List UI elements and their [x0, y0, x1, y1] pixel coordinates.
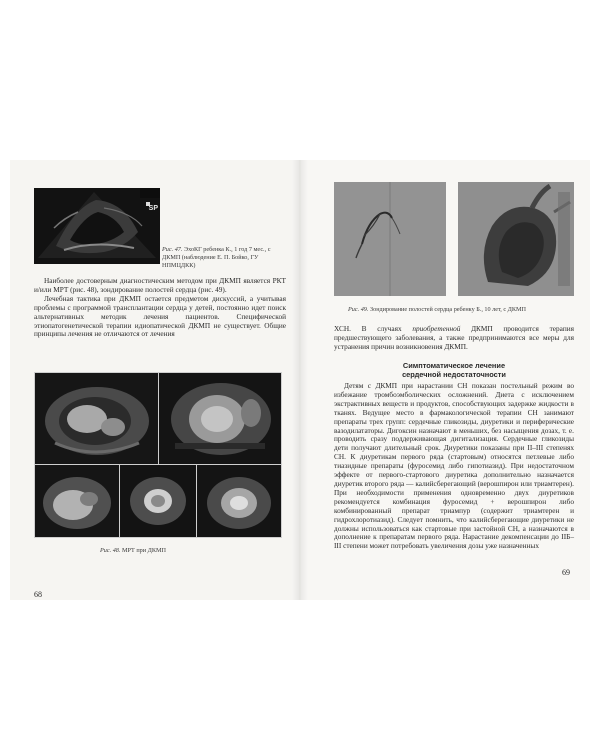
emphasis: приобретенной — [412, 324, 461, 333]
mri-image-3 — [35, 465, 119, 537]
mri-image-2 — [159, 373, 281, 464]
intro-start: ХСН. В случаях — [334, 324, 413, 333]
mri-image-1 — [35, 373, 158, 464]
figure-label: Рис. 47. — [162, 246, 183, 253]
book-spread — [10, 160, 590, 600]
figure-label: Рис. 49. — [348, 306, 369, 313]
right-body-text — [334, 382, 574, 551]
echocardiogram-image — [34, 188, 160, 264]
intro-rest: ДКМП проводится терапия предшествующего заболевания, а также предпринимаются все меры для устранения причин возникновения ДКМП. — [334, 324, 574, 351]
angiography-image-2 — [458, 182, 574, 296]
figure-caption-text: Зондирование полостей сердца ребенку Б., 10 лет, с ДКМП — [370, 306, 526, 313]
paragraph: Детям с ДКМП при нарастании СН показан постельный режим во избежание тромбоэмболических осложнений. Диета с исключением экстрактивных веществ и продуктов, способствующих задержке жидкости в тканях. Ведущее место в фармакологической терапии СН занимают препараты трех групп: сердечные гликозиды, диуретики и периферические вазодилататоры. Дигоксин назначают в меньших, без насыщения дозах, т. е. проводить сразу поддерживающая дигитализация. Сердечные гликозиды дети получают длительный срок. Диуретики показаны при II–III степенях СН. К диуретикам первого ряда (стартовым) относятся петлевые либо тиазидные препараты (фуросемид либо гипотиазид). При недостаточном эффекте от первого-стартового диуретика дополнительно назначается диуретик второго ряда — калийсберегающий (верошпирон или триамтерен). При необходимости применения одновременно двух диуретиков рекомендуется комбинация фуросемид + верошпирон либо комбинированный препарат триампур (содержит триамтерен и гидрохлоротиазид). Следует помнить, что калийсберегающие диуретики не должны использоваться как стартовые при застойной СН, а назначаются в дополнение к препаратам первого ряда. Нарастание декомпенсации до IIБ–III степени может потребовать увеличения дозы уже назначенных — [334, 381, 574, 551]
figure-48-caption — [100, 547, 250, 555]
figure-caption-text: ЭхоКГ ребенка К., 1 год 7 мес., с ДКМП (наблюдение Е. П. Бойко, ГУ НПМЦДКК) — [162, 246, 271, 269]
book-gutter — [292, 160, 308, 600]
figure-49-caption — [348, 306, 578, 314]
figure-47-caption — [162, 246, 290, 270]
mri-image-4 — [120, 465, 196, 537]
heading-line-1: Симптоматическое лечение — [402, 361, 506, 370]
mri-figure — [34, 372, 282, 538]
section-heading — [334, 361, 574, 379]
heading-line-2: сердечной недостаточности — [402, 370, 506, 379]
page-number: 69 — [562, 568, 570, 577]
figure-label: Рис. 48. — [100, 547, 121, 554]
paragraph: Наиболее достоверным диагностическим методом при ДКМП является РКТ и/или МРТ (рис. 48), зондирование полостей сердца (рис. 49). — [34, 276, 286, 294]
paragraph — [334, 325, 574, 352]
figure-caption-text: МРТ при ДКМП — [122, 547, 166, 554]
image-overlay-label: SP — [148, 205, 158, 212]
left-page — [10, 160, 300, 600]
paragraph: Лечебная тактика при ДКМП остается предметом дискуссий, а учитывая проблемы с программой трансплантации сердца у детей, постоянно идет поиск альтернативных методик лечения пациентов. Специфической этиопатогенетической терапии идиопатической ДКМП не существует. Общие принципы лечения не отличаются от лечения — [34, 293, 286, 339]
angiography-image-1 — [334, 182, 446, 296]
right-intro-text — [334, 325, 574, 352]
page-number: 68 — [34, 590, 42, 599]
right-page — [300, 160, 590, 600]
mri-image-5 — [197, 465, 281, 537]
left-body-text — [34, 277, 286, 339]
